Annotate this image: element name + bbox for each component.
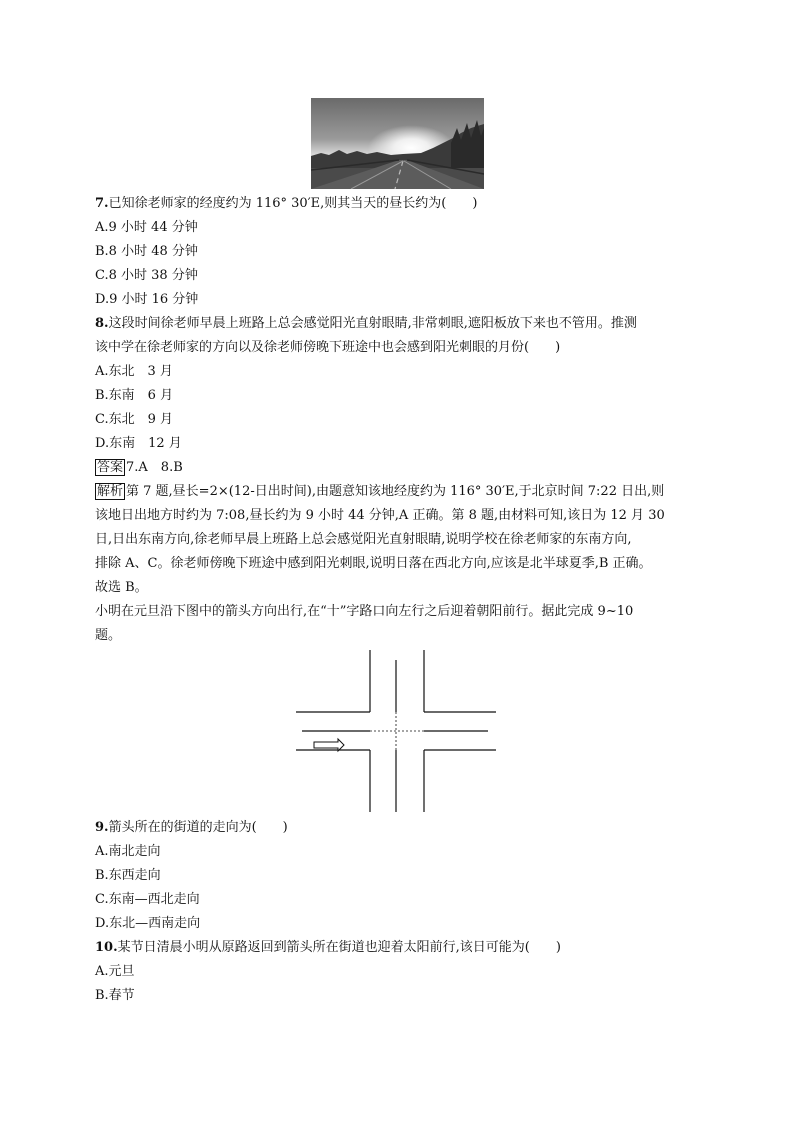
q7-option-c[interactable]: C.8 小时 38 分钟 xyxy=(95,268,198,283)
road-sunrise-photo xyxy=(311,98,484,189)
q8-text-line2: 该中学在徐老师家的方向以及徐老师傍晚下班途中也会感到阳光刺眼的月份( ) xyxy=(95,340,561,355)
q7-option-d[interactable]: D.9 小时 16 分钟 xyxy=(95,292,199,307)
answer-text: 7.A 8.B xyxy=(126,460,183,475)
analysis-text-line1: 第 7 题,昼长=2×(12-日出时间),由题意知该地经度约为 116° 30′E,于北京时间 7:22 日出,则 xyxy=(126,484,665,499)
q9-text: 箭头所在的街道的走向为( ) xyxy=(108,820,288,835)
analysis-tag: 解析 xyxy=(97,484,124,499)
q9-stem xyxy=(95,820,288,836)
q9-number: 9. xyxy=(95,820,109,835)
analysis-text-line4: 排除 A、C。徐老师傍晚下班途中感到阳光刺眼,说明日落在西北方向,应该是北半球夏季,B 正确。 xyxy=(95,556,652,571)
intro-line2: 题。 xyxy=(95,628,122,643)
q7-option-a[interactable]: A.9 小时 44 分钟 xyxy=(95,220,198,235)
crossroad-diagram xyxy=(296,650,496,812)
q7-stem xyxy=(95,196,477,212)
q8-option-b[interactable]: B.东南 6 月 xyxy=(95,388,174,403)
q9-option-b[interactable]: B.东西走向 xyxy=(95,868,161,883)
analysis-line1 xyxy=(95,484,664,500)
q9-option-d[interactable]: D.东北—西南走向 xyxy=(95,916,201,931)
q10-option-a[interactable]: A.元旦 xyxy=(95,964,135,979)
q9-option-c[interactable]: C.东南—西北走向 xyxy=(95,892,200,907)
q8-text-line1: 这段时间徐老师早晨上班路上总会感觉阳光直射眼睛,非常刺眼,遮阳板放下来也不管用。推测 xyxy=(108,316,637,331)
direction-arrow-icon xyxy=(314,739,344,751)
q8-option-d[interactable]: D.东南 12 月 xyxy=(95,436,182,451)
analysis-text-line2: 该地日出地方时约为 7:08,昼长约为 9 小时 44 分钟,A 正确。第 8 题,由材料可知,该日为 12 月 30 xyxy=(95,508,665,523)
q7-text: 已知徐老师家的经度约为 116° 30′E,则其当天的昼长约为( ) xyxy=(108,196,478,211)
q10-stem xyxy=(95,940,561,956)
q10-number: 10. xyxy=(95,940,118,955)
q8-option-a[interactable]: A.东北 3 月 xyxy=(95,364,173,379)
q7-number: 7. xyxy=(95,196,109,211)
q8-stem xyxy=(95,316,637,332)
intro-line1: 小明在元旦沿下图中的箭头方向出行,在“十”字路口向左行之后迎着朝阳前行。据此完成 9~10 xyxy=(95,604,634,619)
q10-option-b[interactable]: B.春节 xyxy=(95,988,135,1003)
q10-text: 某节日清晨小明从原路返回到箭头所在街道也迎着太阳前行,该日可能为( ) xyxy=(117,940,561,955)
q8-number: 8. xyxy=(95,316,109,331)
q8-option-c[interactable]: C.东北 9 月 xyxy=(95,412,174,427)
analysis-text-line3: 日,日出东南方向,徐老师早晨上班路上总会感觉阳光直射眼睛,说明学校在徐老师家的东南方向, xyxy=(95,532,632,547)
analysis-text-line5: 故选 B。 xyxy=(95,580,148,595)
q9-option-a[interactable]: A.南北走向 xyxy=(95,844,161,859)
answer-line xyxy=(95,460,183,476)
q7-option-b[interactable]: B.8 小时 48 分钟 xyxy=(95,244,198,259)
answer-tag: 答案 xyxy=(97,460,124,475)
